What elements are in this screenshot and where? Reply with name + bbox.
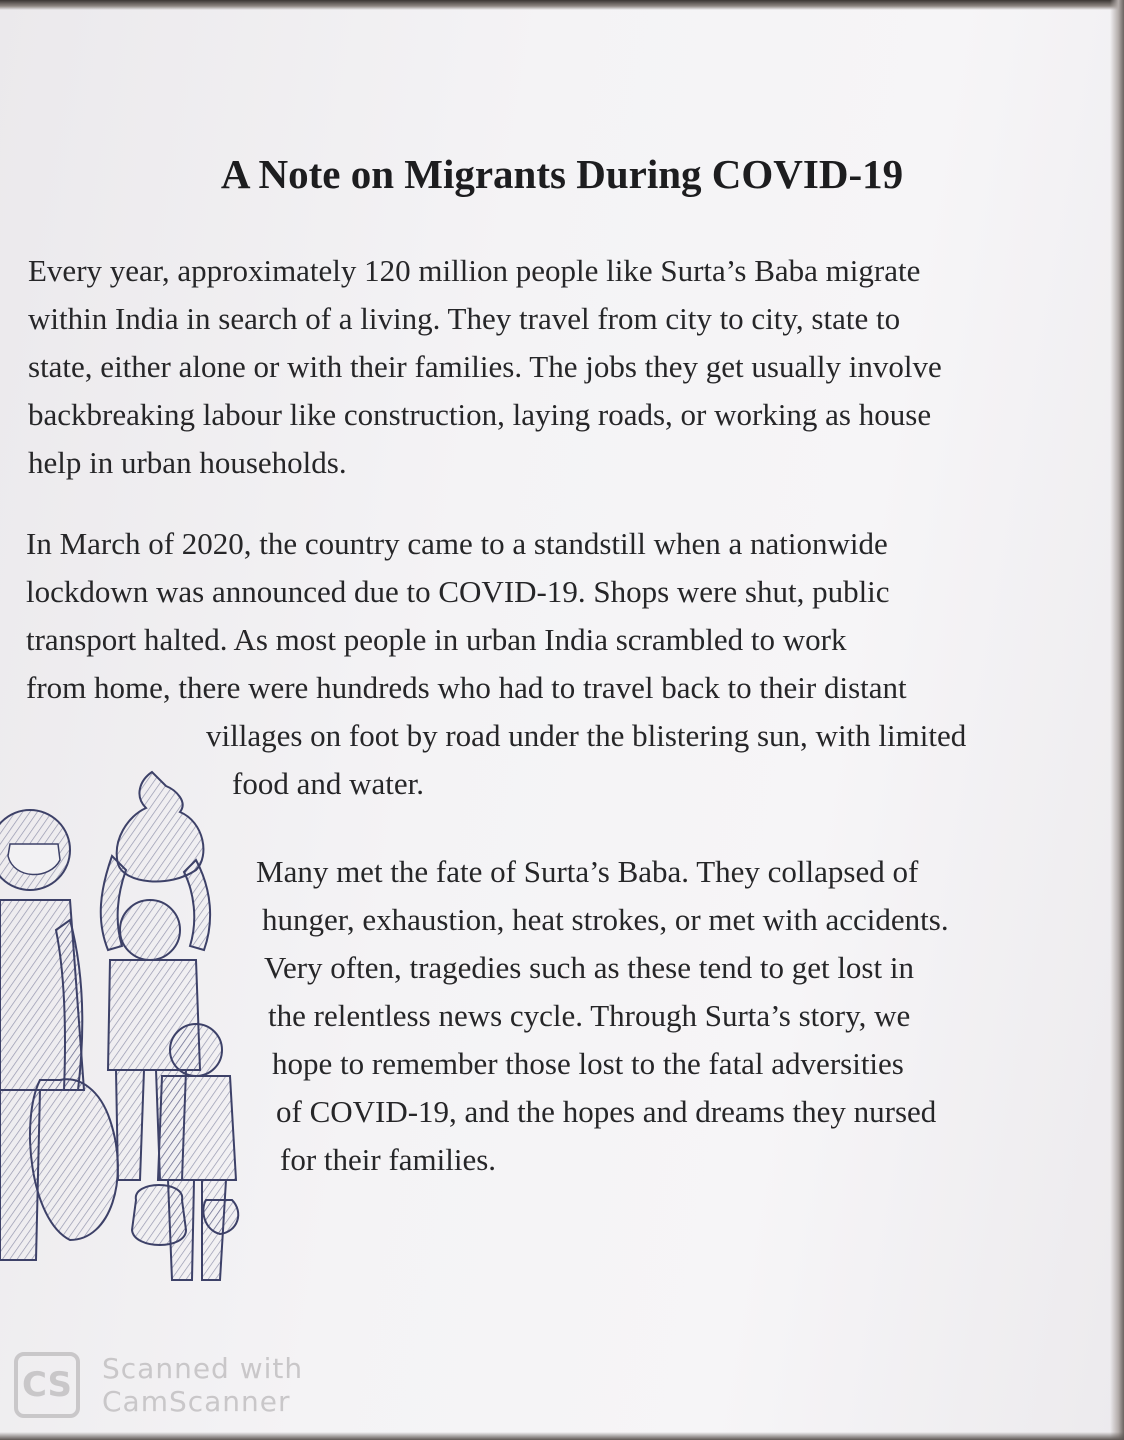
paragraph-remembrance — [256, 848, 1106, 1184]
page-title: A Note on Migrants During COVID-19 — [220, 151, 904, 197]
text-line: the relentless news cycle. Through Surta’s story, we — [268, 998, 911, 1033]
text-line: state, either alone or with their families. The jobs they get usually involve — [28, 349, 942, 384]
text-line: backbreaking labour like construction, laying roads, or working as house — [28, 397, 932, 432]
text-line: lockdown was announced due to COVID-19. Shops were shut, public — [26, 574, 890, 609]
page-edge-bottom — [0, 1432, 1124, 1440]
text-line: Very often, tragedies such as these tend to get lost in — [264, 950, 914, 985]
paragraph-annual-migration — [28, 247, 1108, 487]
watermark-line: Scanned with — [102, 1352, 304, 1385]
text-line: In March of 2020, the country came to a standstill when a nationwide — [26, 526, 888, 561]
text-line: Many met the fate of Surta’s Baba. They collapsed of — [256, 854, 919, 889]
text-line: within India in search of a living. They travel from city to city, state to — [28, 301, 901, 336]
camscanner-watermark — [14, 1352, 303, 1418]
text-line: villages on foot by road under the blistering sun, with limited — [206, 718, 967, 753]
text-line: food and water. — [232, 766, 424, 801]
text-line: from home, there were hundreds who had to travel back to their distant — [26, 670, 907, 705]
page-edge-top — [0, 0, 1124, 10]
camscanner-logo: CS — [14, 1352, 80, 1418]
watermark-line: CamScanner — [102, 1385, 291, 1418]
text-line: help in urban households. — [28, 445, 347, 480]
watermark-text — [102, 1352, 303, 1418]
text-line: for their families. — [280, 1142, 497, 1177]
migrant-family-sketch-icon — [0, 760, 260, 1300]
text-line: Every year, approximately 120 million people like Surta’s Baba migrate — [28, 253, 921, 288]
text-line: hope to remember those lost to the fatal adversities — [272, 1046, 904, 1081]
text-line: of COVID-19, and the hopes and dreams they nursed — [276, 1094, 937, 1129]
text-line: transport halted. As most people in urban India scrambled to work — [26, 622, 847, 657]
text-line: hunger, exhaustion, heat strokes, or met with accidents. — [262, 902, 949, 937]
